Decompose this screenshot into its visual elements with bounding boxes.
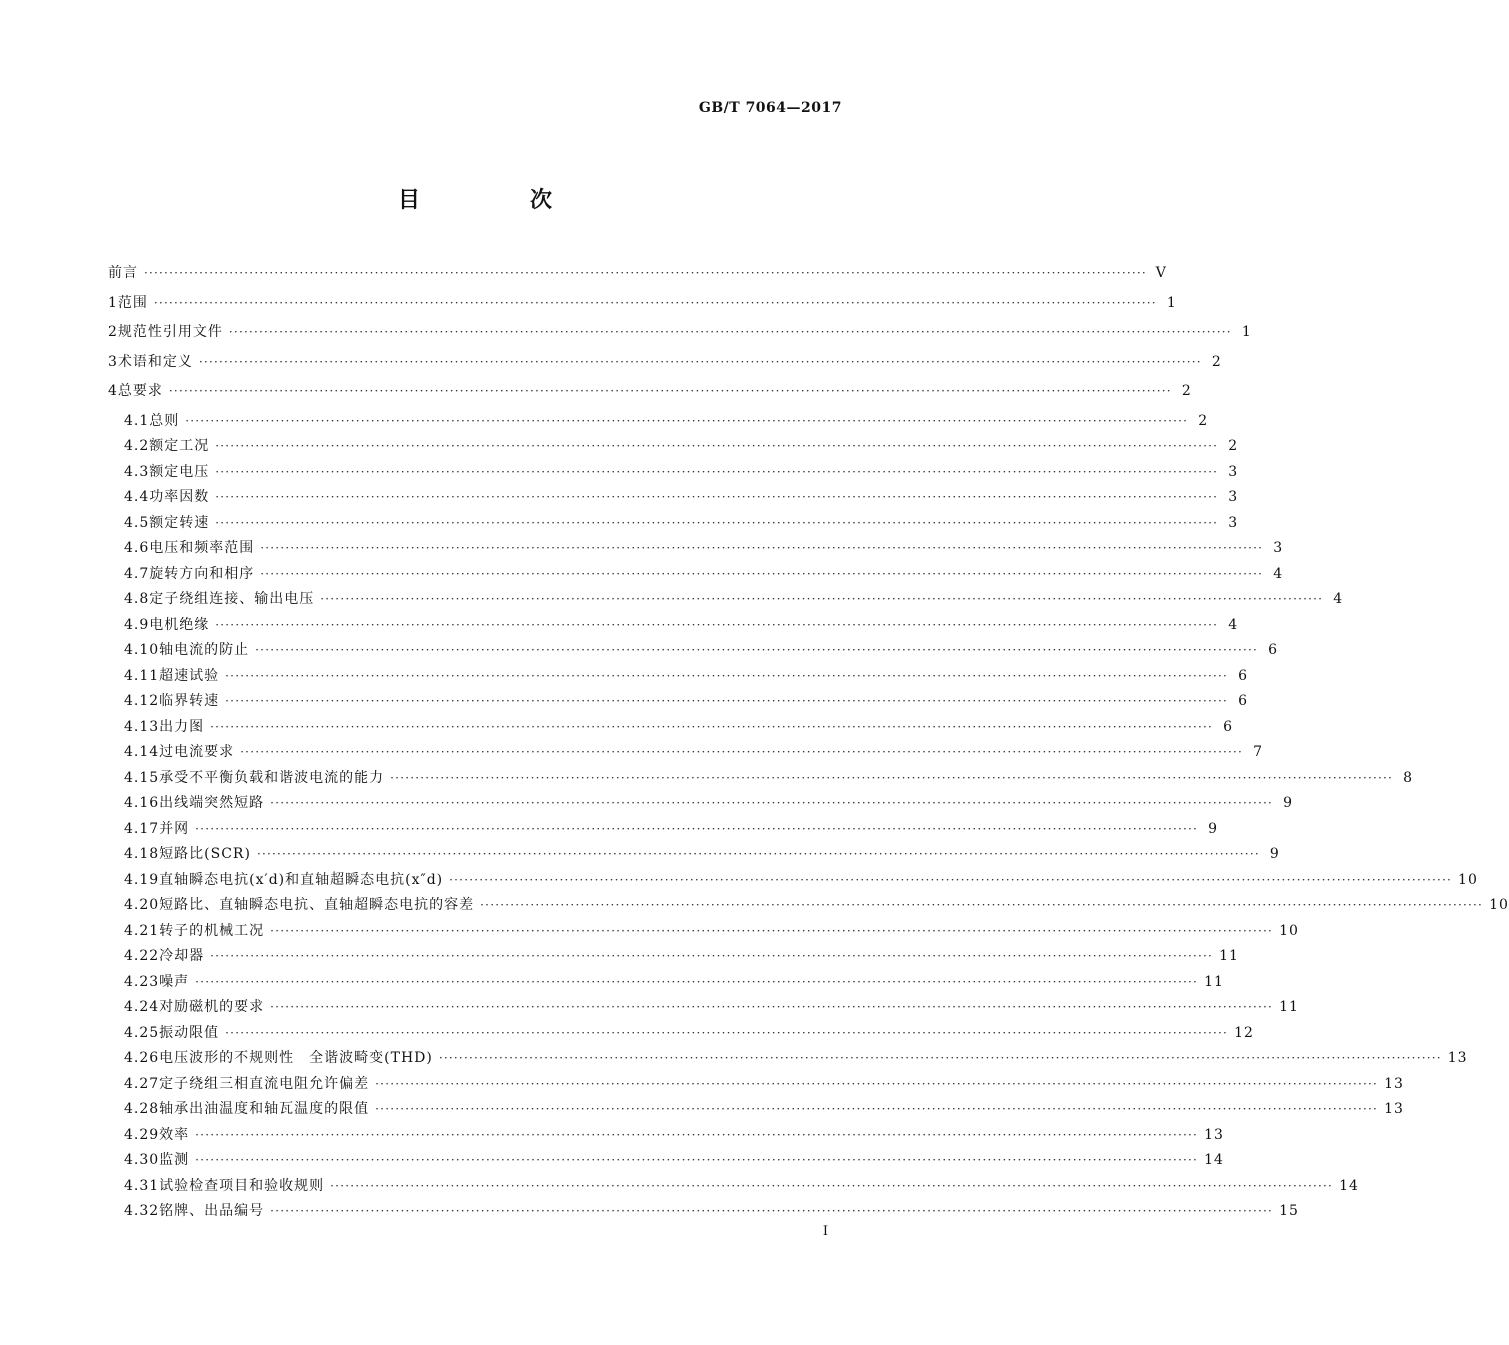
toc-entry[interactable] bbox=[108, 292, 1177, 322]
toc-entry[interactable] bbox=[108, 614, 1239, 640]
toc-entry-title: 旋转方向和相序 bbox=[149, 565, 255, 582]
toc-entry[interactable] bbox=[108, 741, 1264, 767]
toc-entry-title: 铭牌、出品编号 bbox=[159, 1203, 265, 1219]
toc-entry[interactable] bbox=[108, 690, 1249, 716]
toc-entry-title: 超速试验 bbox=[159, 667, 220, 684]
toc-leader-dots: ········································································································································································································ bbox=[185, 413, 1189, 428]
toc-leader-dots: ········································································································································································································ bbox=[215, 515, 1219, 530]
toc-entry[interactable] bbox=[108, 767, 1414, 793]
toc-leader-dots: ········································································································································································································ bbox=[270, 923, 1274, 938]
toc-entry[interactable] bbox=[108, 1022, 1254, 1048]
toc-entry[interactable] bbox=[108, 262, 1167, 292]
toc-leader-dots: ········································································································································································································ bbox=[215, 439, 1219, 453]
toc-leader-dots: ········································································································································································································ bbox=[210, 719, 1214, 734]
toc-entry-number: 4.26 bbox=[124, 1050, 160, 1066]
table-of-contents bbox=[108, 262, 1509, 1226]
toc-entry-title: 承受不平衡负载和谐波电流的能力 bbox=[159, 769, 385, 786]
toc-leader-dots: ········································································································································································································ bbox=[225, 1025, 1229, 1040]
toc-entry-title: 轴电流的防止 bbox=[159, 642, 250, 658]
toc-entry-number: 3 bbox=[108, 353, 118, 370]
toc-entry-page: 4 bbox=[1273, 565, 1284, 582]
toc-entry-title: 过电流要求 bbox=[159, 744, 235, 760]
toc-entry-title: 额定工况 bbox=[149, 438, 210, 454]
toc-entry-title: 试验检查项目和验收规则 bbox=[159, 1177, 325, 1194]
toc-entry-page: 11 bbox=[1219, 948, 1239, 964]
toc-entry-page: 10 bbox=[1279, 922, 1299, 939]
toc-entry-title: 噪声 bbox=[159, 973, 190, 990]
toc-entry[interactable] bbox=[108, 588, 1344, 614]
toc-leader-dots: ········································································································································································································ bbox=[256, 847, 1260, 861]
toc-entry-number: 4.18 bbox=[124, 846, 160, 862]
toc-entry-number: 4.31 bbox=[124, 1177, 160, 1194]
toc-leader-dots: ········································································································································································································ bbox=[225, 694, 1229, 708]
toc-leader-dots: ········································································································································································································ bbox=[260, 566, 1264, 581]
toc-entry[interactable] bbox=[108, 563, 1284, 589]
toc-entry[interactable] bbox=[108, 1124, 1224, 1150]
toc-entry[interactable] bbox=[108, 1149, 1224, 1175]
toc-entry-title: 轴承出油温度和轴瓦温度的限值 bbox=[159, 1101, 370, 1117]
toc-leader-dots: ········································································································································································································ bbox=[210, 949, 1214, 963]
toc-entry-number: 4.29 bbox=[124, 1126, 160, 1143]
toc-entry-number: 4.9 bbox=[124, 616, 150, 633]
toc-entry-title: 振动限值 bbox=[159, 1024, 220, 1041]
toc-entry-page: 13 bbox=[1204, 1126, 1224, 1143]
toc-entry-page: 3 bbox=[1228, 489, 1239, 505]
toc-entry[interactable] bbox=[108, 971, 1224, 997]
toc-entry-number: 4.2 bbox=[124, 438, 150, 454]
toc-entry-page: 11 bbox=[1204, 973, 1224, 990]
toc-entry[interactable] bbox=[108, 1200, 1299, 1226]
toc-entry-title: 出力图 bbox=[159, 718, 205, 735]
toc-leader-dots: ········································································································································································································ bbox=[144, 266, 1147, 280]
toc-entry[interactable] bbox=[108, 1073, 1404, 1099]
toc-entry-page: 9 bbox=[1269, 846, 1280, 862]
toc-entry-title: 并网 bbox=[159, 820, 190, 837]
toc-entry-number: 4.12 bbox=[124, 693, 160, 709]
toc-leader-dots: ········································································································································································································ bbox=[270, 1204, 1274, 1218]
toc-entry-title: 临界转速 bbox=[159, 693, 220, 709]
toc-leader-dots: ········································································································································································································ bbox=[195, 821, 1199, 836]
toc-entry-title: 短路比(SCR) bbox=[159, 846, 251, 862]
toc-leader-dots: ········································································································································································································ bbox=[270, 796, 1274, 810]
toc-entry-page: 14 bbox=[1204, 1152, 1224, 1168]
toc-entry-page: 3 bbox=[1273, 540, 1284, 556]
toc-entry-number: 4.27 bbox=[124, 1075, 160, 1092]
toc-entry-page: 15 bbox=[1279, 1203, 1299, 1219]
toc-leader-dots: ········································································································································································································ bbox=[153, 295, 1157, 310]
toc-leader-dots: ········································································································································································································ bbox=[270, 1000, 1274, 1014]
toc-entry-title: 电压和频率范围 bbox=[149, 540, 255, 556]
toc-entry-page: 10 bbox=[1458, 871, 1478, 888]
toc-entry-title: 术语和定义 bbox=[117, 353, 193, 370]
toc-leader-dots: ········································································································································································································ bbox=[215, 490, 1219, 504]
toc-entry-number: 4.1 bbox=[124, 412, 150, 429]
toc-entry-page: 6 bbox=[1223, 718, 1234, 735]
toc-entry-page: 10 bbox=[1489, 897, 1509, 913]
toc-entry-number: 4.16 bbox=[124, 795, 160, 811]
toc-entry-page: 2 bbox=[1228, 438, 1239, 454]
toc-leader-dots: ········································································································································································································ bbox=[228, 325, 1232, 339]
toc-entry[interactable] bbox=[108, 512, 1239, 538]
toc-leader-dots: ········································································································································································································ bbox=[195, 1153, 1199, 1167]
toc-entry-number: 4.22 bbox=[124, 948, 160, 964]
toc-entry-number: 4.19 bbox=[124, 871, 160, 888]
toc-leader-dots: ········································································································································································································ bbox=[449, 872, 1453, 887]
toc-leader-dots: ········································································································································································································ bbox=[225, 668, 1229, 683]
toc-leader-dots: ········································································································································································································ bbox=[330, 1178, 1334, 1193]
toc-leader-dots: ········································································································································································································ bbox=[255, 643, 1259, 657]
toc-entry-page: 2 bbox=[1181, 383, 1192, 399]
toc-entry-page: 2 bbox=[1198, 412, 1209, 429]
toc-entry[interactable] bbox=[108, 461, 1239, 487]
toc-entry-number: 4.28 bbox=[124, 1101, 160, 1117]
toc-entry-page: 9 bbox=[1208, 820, 1219, 837]
toc-leader-dots: ········································································································································································································ bbox=[320, 592, 1324, 606]
toc-entry-number: 4.8 bbox=[124, 591, 150, 607]
toc-entry-page: 4 bbox=[1333, 591, 1344, 607]
toc-entry[interactable] bbox=[108, 843, 1280, 869]
toc-leader-dots: ········································································································································································································ bbox=[260, 541, 1264, 555]
toc-entry-page: 1 bbox=[1166, 294, 1177, 311]
toc-entry-number: 4.32 bbox=[124, 1203, 160, 1219]
toc-entry[interactable] bbox=[108, 716, 1234, 742]
toc-entry-title: 直轴瞬态电抗(x′d)和直轴超瞬态电抗(x″d) bbox=[159, 871, 444, 888]
toc-entry-page: 11 bbox=[1279, 999, 1299, 1015]
toc-entry-page: 9 bbox=[1283, 795, 1294, 811]
toc-entry-page: 7 bbox=[1253, 744, 1264, 760]
toc-entry-title: 定子绕组三相直流电阻允许偏差 bbox=[159, 1075, 370, 1092]
toc-entry[interactable] bbox=[108, 410, 1209, 436]
toc-entry-number: 4.6 bbox=[124, 540, 150, 556]
toc-entry-title: 出线端突然短路 bbox=[159, 795, 265, 811]
toc-leader-dots: ········································································································································································································ bbox=[195, 974, 1199, 989]
toc-entry-title: 短路比、直轴瞬态电抗、直轴超瞬态电抗的容差 bbox=[159, 897, 475, 913]
toc-entry[interactable] bbox=[108, 996, 1299, 1022]
toc-entry[interactable] bbox=[108, 945, 1239, 971]
toc-entry[interactable] bbox=[108, 435, 1239, 461]
toc-entry[interactable] bbox=[108, 321, 1252, 351]
toc-entry-title: 前言 bbox=[108, 265, 138, 281]
standard-code: GB/T 7064—2017 bbox=[698, 100, 842, 116]
toc-entry[interactable] bbox=[108, 792, 1294, 818]
toc-entry-page: 14 bbox=[1339, 1177, 1359, 1194]
toc-entry-title: 电压波形的不规则性 全谐波畸变(THD) bbox=[159, 1050, 433, 1066]
toc-entry-title: 总要求 bbox=[117, 383, 163, 399]
page-number: Ⅰ bbox=[822, 1224, 828, 1239]
toc-entry-page: 13 bbox=[1384, 1075, 1404, 1092]
toc-entry-title: 范围 bbox=[117, 294, 148, 311]
toc-entry-title: 规范性引用文件 bbox=[117, 324, 223, 340]
toc-entry[interactable] bbox=[108, 639, 1279, 665]
toc-leader-dots: ········································································································································································································ bbox=[168, 384, 1172, 398]
toc-entry-page: 13 bbox=[1384, 1101, 1404, 1117]
toc-entry-number: 4.23 bbox=[124, 973, 160, 990]
toc-entry-page: 4 bbox=[1228, 616, 1239, 633]
toc-leader-dots: ········································································································································································································ bbox=[438, 1051, 1442, 1065]
toc-entry-page: 6 bbox=[1238, 693, 1249, 709]
toc-leader-dots: ········································································································································································································ bbox=[375, 1102, 1379, 1116]
toc-leader-dots: ········································································································································································································ bbox=[390, 770, 1394, 785]
toc-entry-title: 电机绝缘 bbox=[149, 616, 210, 633]
toc-entry[interactable] bbox=[108, 351, 1222, 381]
toc-entry-number: 4.4 bbox=[124, 489, 150, 505]
toc-entry[interactable] bbox=[108, 486, 1239, 512]
toc-entry[interactable] bbox=[108, 818, 1219, 844]
toc-entry-page: 3 bbox=[1228, 463, 1239, 480]
toc-entry-title: 监测 bbox=[159, 1152, 190, 1168]
toc-entry[interactable] bbox=[108, 665, 1249, 691]
toc-entry-number: 4.11 bbox=[124, 667, 160, 684]
toc-leader-dots: ········································································································································································································ bbox=[195, 1127, 1199, 1142]
toc-entry-number: 4.21 bbox=[124, 922, 160, 939]
toc-entry[interactable] bbox=[108, 380, 1192, 410]
toc-entry-title: 冷却器 bbox=[159, 948, 205, 964]
toc-entry-number: 4.7 bbox=[124, 565, 150, 582]
toc-entry-number: 4.13 bbox=[124, 718, 160, 735]
toc-entry-page: 13 bbox=[1447, 1050, 1468, 1066]
toc-entry-number: 4.15 bbox=[124, 769, 160, 786]
toc-entry[interactable] bbox=[108, 894, 1509, 920]
page-title: 目 次 bbox=[397, 188, 596, 213]
toc-entry-page: Ⅴ bbox=[1155, 265, 1167, 281]
toc-leader-dots: ········································································································································································································ bbox=[215, 617, 1219, 632]
toc-entry-page: 6 bbox=[1238, 667, 1249, 684]
toc-leader-dots: ········································································································································································································ bbox=[480, 898, 1484, 912]
toc-entry[interactable] bbox=[108, 537, 1284, 563]
toc-leader-dots: ········································································································································································································ bbox=[198, 354, 1202, 369]
toc-entry-page: 3 bbox=[1228, 514, 1239, 531]
toc-entry-number: 4.30 bbox=[124, 1152, 160, 1168]
toc-entry-title: 转子的机械工况 bbox=[159, 922, 265, 939]
toc-entry[interactable] bbox=[108, 1175, 1359, 1201]
toc-entry-number: 4.17 bbox=[124, 820, 160, 837]
toc-entry-title: 额定电压 bbox=[149, 463, 210, 480]
toc-entry-number: 4.25 bbox=[124, 1024, 160, 1041]
toc-entry-page: 1 bbox=[1241, 324, 1252, 340]
toc-entry-number: 2 bbox=[108, 324, 118, 340]
toc-entry[interactable] bbox=[108, 1098, 1404, 1124]
toc-entry-number: 1 bbox=[108, 294, 118, 311]
toc-entry-number: 4.10 bbox=[124, 642, 160, 658]
toc-entry[interactable] bbox=[108, 869, 1478, 895]
toc-leader-dots: ········································································································································································································ bbox=[215, 464, 1219, 479]
toc-leader-dots: ········································································································································································································ bbox=[375, 1076, 1379, 1091]
toc-leader-dots: ········································································································································································································ bbox=[240, 745, 1244, 759]
toc-entry-title: 总则 bbox=[149, 412, 180, 429]
toc-entry-number: 4.14 bbox=[124, 744, 160, 760]
toc-entry-number: 4.24 bbox=[124, 999, 160, 1015]
toc-entry-number: 4 bbox=[108, 383, 118, 399]
toc-entry-number: 4.5 bbox=[124, 514, 150, 531]
toc-entry[interactable] bbox=[108, 920, 1299, 946]
toc-entry-number: 4.3 bbox=[124, 463, 150, 480]
toc-entry-title: 对励磁机的要求 bbox=[159, 999, 265, 1015]
toc-entry-page: 12 bbox=[1234, 1024, 1254, 1041]
toc-entry-title: 定子绕组连接、输出电压 bbox=[149, 591, 315, 607]
toc-entry-title: 功率因数 bbox=[149, 489, 210, 505]
toc-entry-number: 4.20 bbox=[124, 897, 160, 913]
toc-entry-page: 6 bbox=[1268, 642, 1279, 658]
toc-entry[interactable] bbox=[108, 1047, 1468, 1073]
toc-entry-title: 效率 bbox=[159, 1126, 190, 1143]
toc-entry-title: 额定转速 bbox=[149, 514, 210, 531]
toc-entry-page: 2 bbox=[1211, 353, 1222, 370]
toc-entry-page: 8 bbox=[1403, 769, 1414, 786]
